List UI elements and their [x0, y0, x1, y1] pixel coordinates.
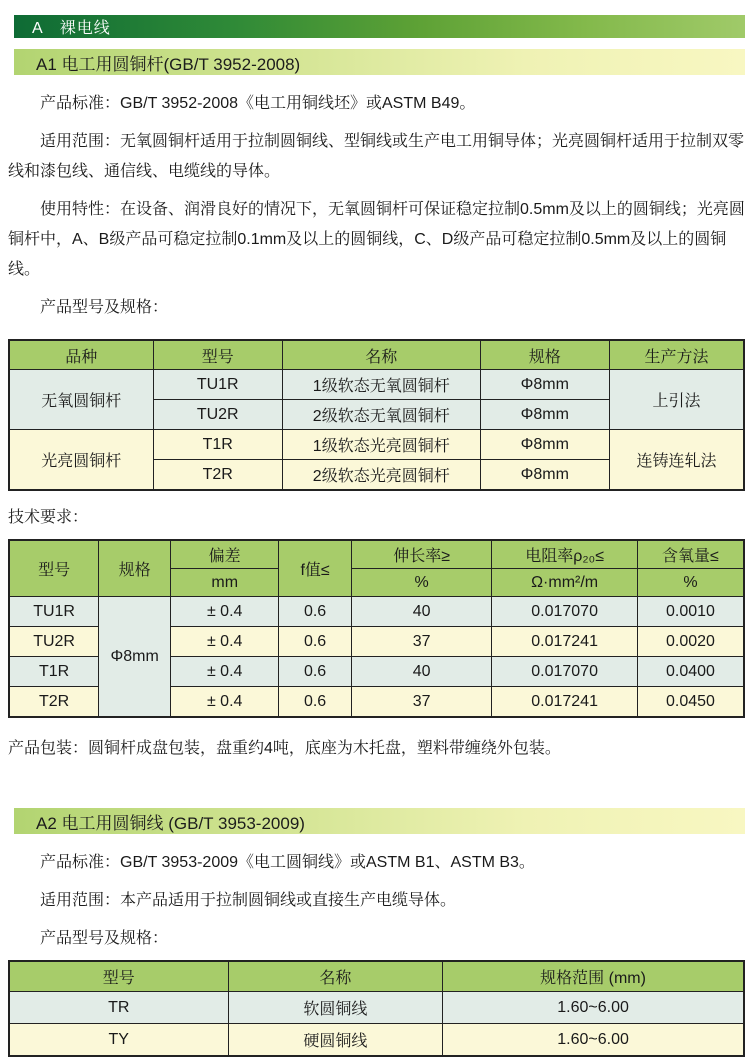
spec-cell-category: 无氧圆铜杆 [9, 370, 153, 430]
model-cell-range: 1.60~6.00 [443, 992, 744, 1024]
model-header-model: 型号 [9, 961, 228, 992]
spec-header-method: 生产方法 [609, 340, 744, 370]
tech-header-oxygen-unit: % [637, 569, 744, 597]
tech-header-spec: 规格 [99, 540, 171, 597]
tech-cell-f: 0.6 [279, 627, 352, 657]
tech-cell-resistivity: 0.017070 [492, 597, 638, 627]
section-a-header-bar [14, 15, 745, 38]
tech-cell-model: T2R [9, 687, 99, 718]
model-cell-range: 1.60~6.00 [443, 1024, 744, 1057]
tech-table-header-row-top [9, 540, 744, 569]
section-a2-title: A2 电工用圆铜线 (GB/T 3953-2009) [36, 813, 305, 833]
section-a-title: A 裸电线 [32, 20, 111, 37]
technical-requirements-table [8, 539, 745, 718]
model-cell-model: TY [9, 1024, 228, 1057]
table-row [9, 1024, 744, 1057]
spec-header-category: 品种 [9, 340, 153, 370]
spec-cell-spec: Φ8mm [480, 370, 609, 400]
tech-header-elongation: 伸长率≥ [351, 540, 491, 569]
model-cell-name: 硬圆铜线 [228, 1024, 443, 1057]
tech-cell-elongation: 37 [351, 627, 491, 657]
tech-cell-deviation: ± 0.4 [171, 627, 279, 657]
spec-cell-category: 光亮圆铜杆 [9, 430, 153, 491]
tech-cell-elongation: 37 [351, 687, 491, 718]
tech-cell-elongation: 40 [351, 657, 491, 687]
spec-cell-spec: Φ8mm [480, 460, 609, 491]
tech-cell-f: 0.6 [279, 687, 352, 718]
tech-header-resistivity: 电阻率ρ₂₀≤ [492, 540, 638, 569]
table-row [9, 430, 744, 460]
a2-paragraph-models: 产品型号及规格： [40, 930, 169, 947]
tech-header-deviation-unit: mm [171, 569, 279, 597]
tech-cell-oxygen: 0.0020 [637, 627, 744, 657]
spec-cell-name: 2级软态无氧圆铜杆 [282, 400, 480, 430]
section-a1-title: A1 电工用圆铜杆(GB/T 3952-2008) [36, 54, 301, 74]
a2-paragraph-standard: 产品标准：GB/T 3953-2009《电工圆铜线》或ASTM B1、ASTM B3。 [40, 854, 535, 871]
a1-paragraph-standard: 产品标准：GB/T 3952-2008《电工用铜线坯》或ASTM B49。 [40, 95, 476, 112]
a1-paragraph-usage: 使用特性：在设备、润滑良好的情况下，无氧圆铜杆可保证稳定拉制0.5mm及以上的圆铜线；光亮圆铜杆中，A、B级产品可稳定拉制0.1mm及以上的圆铜线，C、D级产品可稳定拉制0.5mm及以上的圆铜线。 [8, 201, 745, 278]
tech-cell-deviation: ± 0.4 [171, 597, 279, 627]
spec-cell-model: TU1R [153, 370, 282, 400]
tech-cell-resistivity: 0.017070 [492, 657, 638, 687]
table-row [9, 992, 744, 1024]
tech-header-deviation: 偏差 [171, 540, 279, 569]
spec-cell-spec: Φ8mm [480, 430, 609, 460]
tech-cell-deviation: ± 0.4 [171, 687, 279, 718]
tech-cell-f: 0.6 [279, 597, 352, 627]
tech-cell-deviation: ± 0.4 [171, 657, 279, 687]
table-row [9, 370, 744, 400]
section-a2-header-bar [14, 808, 745, 834]
tech-cell-resistivity: 0.017241 [492, 687, 638, 718]
spec-header-model: 型号 [153, 340, 282, 370]
tech-header-oxygen: 含氧量≤ [637, 540, 744, 569]
model-cell-model: TR [9, 992, 228, 1024]
tech-header-resistivity-unit: Ω·mm²/m [492, 569, 638, 597]
spec-table-header-row [9, 340, 744, 370]
tech-cell-elongation: 40 [351, 597, 491, 627]
tech-cell-spec: Φ8mm [99, 597, 171, 718]
tech-cell-oxygen: 0.0010 [637, 597, 744, 627]
spec-cell-name: 2级软态光亮圆铜杆 [282, 460, 480, 491]
a1-paragraph-tech: 技术要求： [8, 509, 89, 526]
spec-cell-model: TU2R [153, 400, 282, 430]
spec-cell-model: T2R [153, 460, 282, 491]
model-table-header-row [9, 961, 744, 992]
model-header-range: 规格范围 (mm) [443, 961, 744, 992]
model-cell-name: 软圆铜线 [228, 992, 443, 1024]
tech-cell-resistivity: 0.017241 [492, 627, 638, 657]
tech-cell-oxygen: 0.0400 [637, 657, 744, 687]
a1-paragraph-models: 产品型号及规格： [40, 299, 169, 316]
spec-cell-spec: Φ8mm [480, 400, 609, 430]
product-spec-table [8, 339, 745, 491]
tech-cell-model: TU1R [9, 597, 99, 627]
spec-header-spec: 规格 [480, 340, 609, 370]
section-a1-header-bar [14, 49, 745, 75]
table-row [9, 597, 744, 627]
spec-cell-name: 1级软态光亮圆铜杆 [282, 430, 480, 460]
tech-header-elongation-unit: % [351, 569, 491, 597]
spec-cell-model: T1R [153, 430, 282, 460]
tech-cell-f: 0.6 [279, 657, 352, 687]
spec-header-name: 名称 [282, 340, 480, 370]
spec-cell-method: 连铸连轧法 [609, 430, 744, 491]
tech-cell-model: T1R [9, 657, 99, 687]
model-header-name: 名称 [228, 961, 443, 992]
wire-model-table [8, 960, 745, 1057]
tech-cell-oxygen: 0.0450 [637, 687, 744, 718]
spec-cell-name: 1级软态无氧圆铜杆 [282, 370, 480, 400]
a2-paragraph-scope: 适用范围：本产品适用于拉制圆铜线或直接生产电缆导体。 [40, 892, 457, 909]
tech-cell-model: TU2R [9, 627, 99, 657]
tech-header-model: 型号 [9, 540, 99, 597]
tech-header-f-value: f值≤ [279, 540, 352, 597]
a1-paragraph-package: 产品包装：圆铜杆成盘包装，盘重约4吨，底座为木托盘，塑料带缠绕外包装。 [8, 740, 561, 757]
a1-paragraph-scope: 适用范围：无氧圆铜杆适用于拉制圆铜线、型铜线或生产电工用铜导体；光亮圆铜杆适用于拉制双零线和漆包线、通信线、电缆线的导体。 [8, 133, 745, 180]
spec-cell-method: 上引法 [609, 370, 744, 430]
